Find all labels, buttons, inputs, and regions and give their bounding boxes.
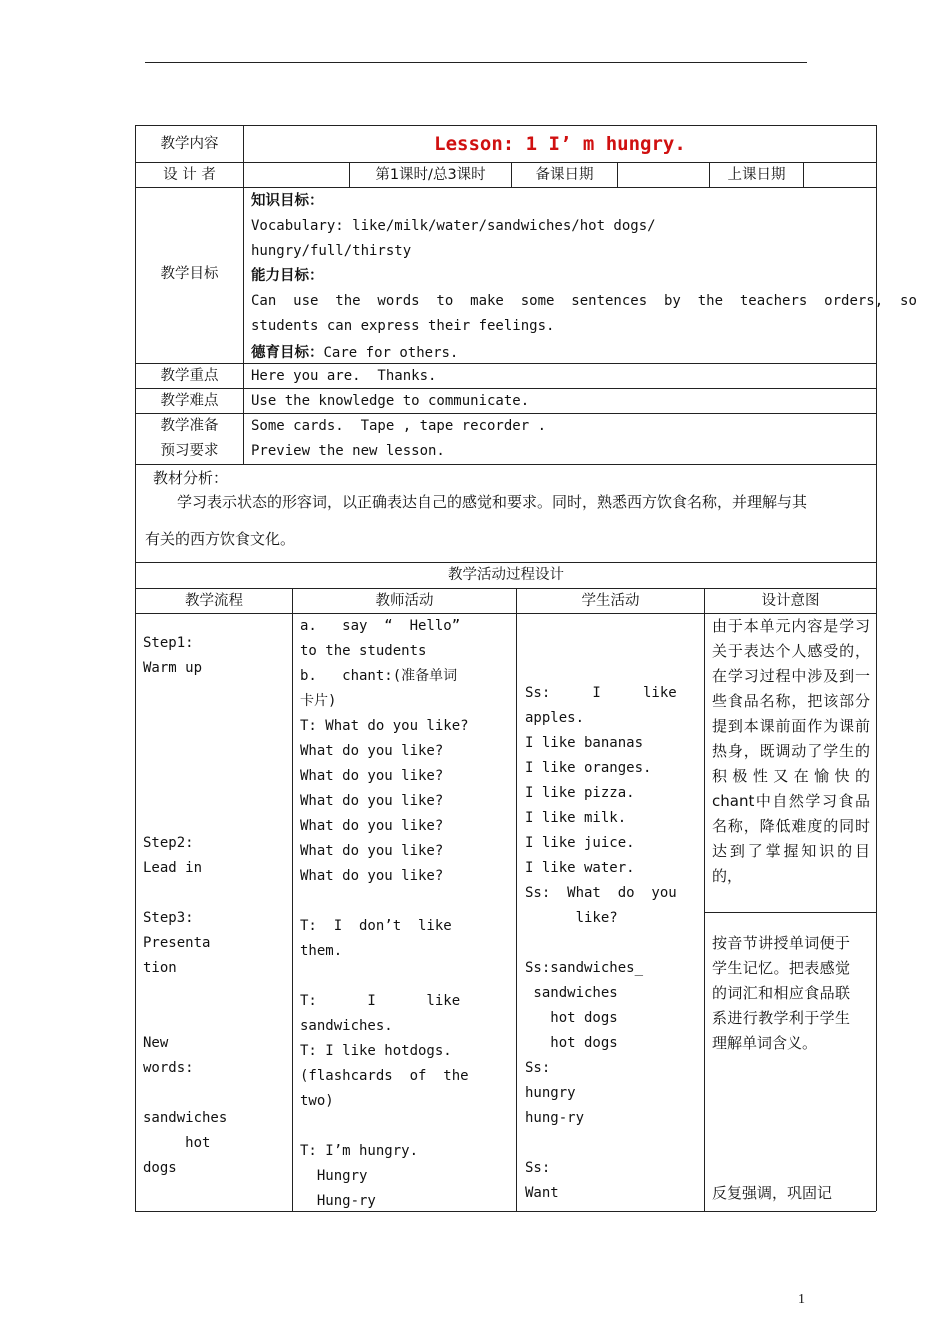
intent-text-warmup: 由于本单元内容是学习关于表达个人感受的，在学习过程中涉及到一些食品名称，把该部分提到本课前面作为课前热身，既调动了学生的积极性又在愉快的chant中自然学习食品名称，降低难度的同时达到了掌握知识的目的， — [712, 617, 870, 885]
student-activity-line: Ss:sandwiches_ — [525, 960, 644, 976]
flow-line — [143, 1081, 288, 1106]
analysis-text-line: 有关的西方饮食文化。 — [145, 530, 296, 548]
teacher-activity-line: 卡片) — [300, 693, 337, 709]
student-activity-line — [525, 1131, 700, 1156]
student-activity-line: Ss: I like — [525, 685, 677, 701]
teacher-activity-line: What do you like? — [300, 743, 444, 759]
student-activity-line: I like water. — [525, 860, 635, 876]
student-activity-line: like? — [525, 910, 618, 926]
analysis-label: 教材分析： — [153, 469, 229, 487]
label-preview: 预习要求 — [160, 443, 219, 459]
label-difficulties: 教学难点 — [160, 393, 219, 409]
label-designer: 设 计 者 — [163, 167, 216, 183]
knowledge-line: hungry/full/thirsty — [251, 243, 412, 259]
flow-line: Lead in — [143, 860, 203, 876]
label-prep-date: 备课日期 — [535, 167, 594, 183]
column-header-teacher: 教师活动 — [375, 593, 434, 609]
flow-line — [143, 781, 288, 806]
student-activity-line — [525, 631, 700, 656]
lesson-title: Lesson: 1 I’ m hungry. — [434, 133, 686, 155]
flow-line — [143, 1006, 288, 1031]
preparation-text: Some cards. Tape , tape recorder . — [251, 418, 547, 434]
student-activity-line: I like oranges. — [525, 760, 652, 776]
student-activity-line — [525, 656, 700, 681]
intent-text-reinforce: 反复强调，巩固记 — [712, 1184, 833, 1202]
teacher-activity-line: them. — [300, 943, 343, 959]
objectives-content — [251, 189, 917, 364]
student-activity-line: hot dogs — [525, 1010, 618, 1026]
student-activity-line: hungry — [525, 1085, 576, 1101]
teacher-activity-line: T: I don’t like — [300, 918, 452, 934]
teacher-activity-line: Hung-ry — [300, 1193, 376, 1209]
flow-line: Presenta — [143, 935, 211, 951]
label-preparation: 教学准备 — [160, 418, 219, 434]
flow-line: dogs — [143, 1160, 177, 1176]
student-activity-line: I like pizza. — [525, 785, 635, 801]
label-teaching-content: 教学内容 — [160, 136, 219, 152]
flow-line: Warm up — [143, 660, 203, 676]
label-objectives: 教学目标 — [160, 266, 219, 282]
ability-title: 能力目标： — [251, 268, 324, 284]
teacher-activity-line: a. say “ Hello” — [300, 618, 461, 634]
student-activity-line: Ss: What do you — [525, 885, 677, 901]
column-header-student: 学生活动 — [581, 593, 640, 609]
flow-line: words: — [143, 1060, 194, 1076]
student-activity-line: I like juice. — [525, 835, 635, 851]
student-activity-line — [525, 931, 700, 956]
label-class-date: 上课日期 — [727, 167, 786, 183]
page-number: 1 — [798, 1292, 805, 1307]
flow-line: Step1: — [143, 635, 194, 651]
student-activity-line: I like bananas — [525, 735, 644, 751]
teacher-activity-line: Hungry — [300, 1168, 368, 1184]
flow-line — [143, 706, 288, 731]
teacher-column — [300, 614, 512, 1214]
teacher-activity-line: b. chant:(准备单词 — [300, 668, 458, 684]
teacher-activity-line — [300, 889, 512, 914]
student-activity-line: hung-ry — [525, 1110, 585, 1126]
period-value: 第1课时/总3课时 — [375, 167, 486, 183]
flow-line — [143, 681, 288, 706]
difficulties-text: Use the knowledge to communicate. — [251, 393, 530, 409]
flow-line: hot — [143, 1135, 211, 1151]
student-activity-line: I like milk. — [525, 810, 627, 826]
flow-line: Step2: — [143, 835, 194, 851]
teacher-activity-line: to the students — [300, 643, 427, 659]
student-activity-line — [525, 606, 700, 631]
teacher-activity-line: T: I’m hungry. — [300, 1143, 419, 1159]
process-section-title: 教学活动过程设计 — [448, 567, 564, 583]
flow-line — [143, 756, 288, 781]
student-activity-line: sandwiches — [525, 985, 618, 1001]
teacher-activity-line: What do you like? — [300, 818, 444, 834]
teacher-activity-line: What do you like? — [300, 843, 444, 859]
ability-line: students can express their feelings. — [251, 318, 555, 334]
label-key-points: 教学重点 — [160, 368, 219, 384]
teacher-activity-line: What do you like? — [300, 793, 444, 809]
student-column — [525, 606, 700, 1206]
column-header-flow: 教学流程 — [185, 593, 243, 609]
flow-line — [143, 881, 288, 906]
header-rule — [145, 62, 807, 63]
teacher-activity-line: What do you like? — [300, 868, 444, 884]
analysis-text-line: 学习表示状态的形容词，以正确表达自己的感觉和要求。同时，熟悉西方饮食名称，并理解与其 — [177, 493, 808, 511]
flow-line — [143, 981, 288, 1006]
teacher-activity-line: T: I like — [300, 993, 461, 1009]
teacher-activity-line: T: What do you like? — [300, 718, 469, 734]
teacher-activity-line: sandwiches. — [300, 1018, 393, 1034]
flow-line — [143, 731, 288, 756]
intent-text-words: 按音节讲授单词便于学生记忆。把表感觉的词汇和相应食品联系进行教学利于学生理解单词含义。 — [712, 934, 850, 1052]
student-activity-line: Want — [525, 1185, 559, 1201]
flow-line: tion — [143, 960, 177, 976]
flow-line: Step3: — [143, 910, 194, 926]
teacher-activity-line: T: I like hotdogs. — [300, 1043, 452, 1059]
class-date-value — [804, 163, 876, 187]
teacher-activity-line: What do you like? — [300, 768, 444, 784]
student-activity-line: Ss: — [525, 1160, 551, 1176]
flow-line: New — [143, 1035, 169, 1051]
flow-line — [143, 806, 288, 831]
student-activity-line: apples. — [525, 710, 585, 726]
knowledge-title: 知识目标： — [251, 193, 324, 209]
student-activity-line: hot dogs — [525, 1035, 618, 1051]
prep-date-value — [618, 163, 709, 187]
flow-column — [143, 631, 288, 1181]
moral-text: Care for others. — [323, 345, 459, 361]
moral-title: 德育目标： — [251, 345, 324, 361]
teacher-activity-line: (flashcards of the — [300, 1068, 469, 1084]
student-activity-line: Ss: — [525, 1060, 551, 1076]
teacher-activity-line — [300, 964, 512, 989]
column-header-intent: 设计意图 — [761, 593, 820, 609]
teacher-activity-line — [300, 1114, 512, 1139]
knowledge-line: Vocabulary: like/milk/water/sandwiches/hot dogs/ — [251, 218, 656, 234]
key-points-text: Here you are. Thanks. — [251, 368, 437, 384]
teacher-activity-line: two) — [300, 1093, 334, 1109]
flow-line: sandwiches — [143, 1110, 228, 1126]
designer-value — [244, 163, 349, 187]
preview-text: Preview the new lesson. — [251, 443, 445, 459]
ability-line: Can use the words to make some sentences by the teachers orders, so — [251, 293, 917, 309]
